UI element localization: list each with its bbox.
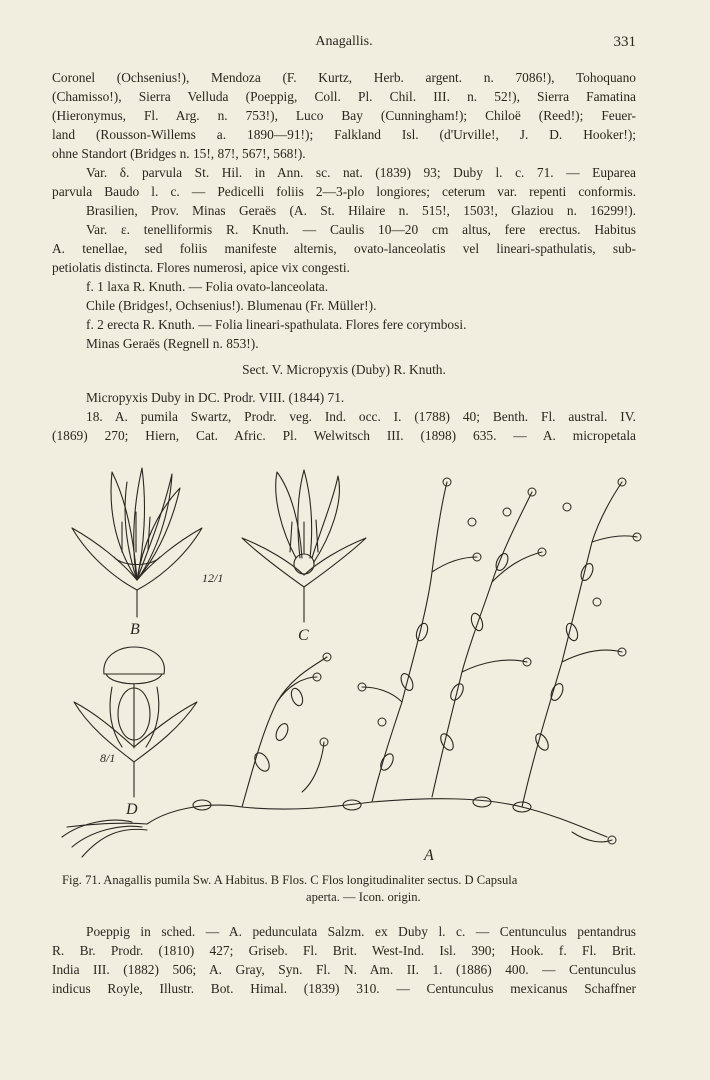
- scale-label-b: 12/1: [202, 571, 224, 585]
- text-line: India III. (1882) 506; A. Gray, Syn. Fl. N. Am. II. 1. (1886) 400. — Centunculus: [52, 962, 636, 977]
- text-line: Chile (Bridges!, Ochsenius!). Blumenau (Fr. Müller!).: [86, 298, 377, 313]
- figure-caption-line: aperta. — Icon. origin.: [306, 890, 421, 904]
- figure-label-b: B: [130, 621, 140, 638]
- figure-caption-line: Fig. 71. Anagallis pumila Sw. A Habitus. B Flos. C Flos longitudinaliter sectus. D Capsula: [62, 873, 518, 887]
- figure-label-d: D: [126, 801, 138, 818]
- text-line: Micropyxis Duby in DC. Prodr. VIII. (1844) 71.: [86, 390, 345, 405]
- flower-marks: [313, 478, 641, 844]
- running-title: Anagallis.: [315, 34, 373, 49]
- text-line: ohne Standort (Bridges n. 15!, 87!, 567!, 568!).: [52, 146, 306, 161]
- running-header: [52, 34, 636, 54]
- text-line: (Hieronymus, Fl. Arg. n. 753!), Luco Bay (Cunningham!); Chiloë (Reed!); Feuer-: [52, 108, 636, 123]
- leaf-marks: [193, 552, 595, 812]
- text-line: f. 2 erecta R. Knuth. — Folia lineari-spathulata. Flores fere corymbosi.: [86, 317, 467, 332]
- text-line: Brasilien, Prov. Minas Geraës (A. St. Hilaire n. 515!, 1503!, Glaziou n. 16299!).: [86, 203, 636, 218]
- text-line: parvula Baudo l. c. — Pedicelli foliis 2—3-plo longiores; ceterum var. repenti conformis.: [52, 184, 636, 199]
- text-line: indicus Royle, Illustr. Bot. Himal. (1839) 310. — Centunculus mexicanus Schaffner: [52, 981, 636, 996]
- figure-label-a: A: [424, 847, 434, 864]
- text-line: A. tenellae, sed foliis manifeste alternis, ovato-lanceolatis vel lineari-spathulatis, sub-: [52, 241, 636, 256]
- text-line: Minas Geraës (Regnell n. 853!).: [86, 336, 259, 351]
- page-number: 331: [613, 34, 636, 50]
- text-line: R. Br. Prodr. (1810) 427; Griseb. Fl. Brit. West-Ind. Isl. 390; Hook. f. Fl. Brit.: [52, 943, 636, 958]
- text-line: Poeppig in sched. — A. pedunculata Salzm. ex Duby l. c. — Centunculus pentandrus: [86, 924, 636, 939]
- text-line: Var. ε. tenelliformis R. Knuth. — Caulis 10—20 cm altus, fere erectus. Habitus: [86, 222, 636, 237]
- flower-drawing-b: [72, 468, 202, 617]
- flower-drawing-c: [242, 470, 366, 622]
- capsule-drawing-d: [74, 647, 197, 797]
- text-line: (Chamisso!), Sierra Velluda (Poeppig, Coll. Pl. Chil. III. n. 52!), Sierra Famatina: [52, 89, 636, 104]
- text-line: land (Rousson-Willems a. 1890—91!); Falkland Isl. (d'Urville!, J. D. Hooker!);: [52, 127, 636, 142]
- text-line: Var. δ. parvula St. Hil. in Ann. sc. nat. (1839) 93; Duby l. c. 71. — Euparea: [86, 165, 636, 180]
- text-line: (1869) 270; Hiern, Cat. Afric. Pl. Welwitsch III. (1898) 635. — A. micropetala: [52, 428, 636, 443]
- scale-label-d: 8/1: [100, 751, 116, 765]
- figure-label-c: C: [298, 627, 309, 644]
- botanical-figure: [52, 462, 642, 872]
- text-line: f. 1 laxa R. Knuth. — Folia ovato-lanceolata.: [86, 279, 329, 294]
- text-line: Coronel (Ochsenius!), Mendoza (F. Kurtz, Herb. argent. n. 7086!), Tohoquano: [52, 70, 636, 85]
- section-heading: Sect. V. Micropyxis (Duby) R. Knuth.: [242, 362, 446, 377]
- text-line: petiolatis distincta. Flores numerosi, apice vix congesti.: [52, 260, 350, 275]
- text-line: 18. A. pumila Swartz, Prodr. veg. Ind. occ. I. (1788) 40; Benth. Fl. austral. IV.: [86, 409, 636, 424]
